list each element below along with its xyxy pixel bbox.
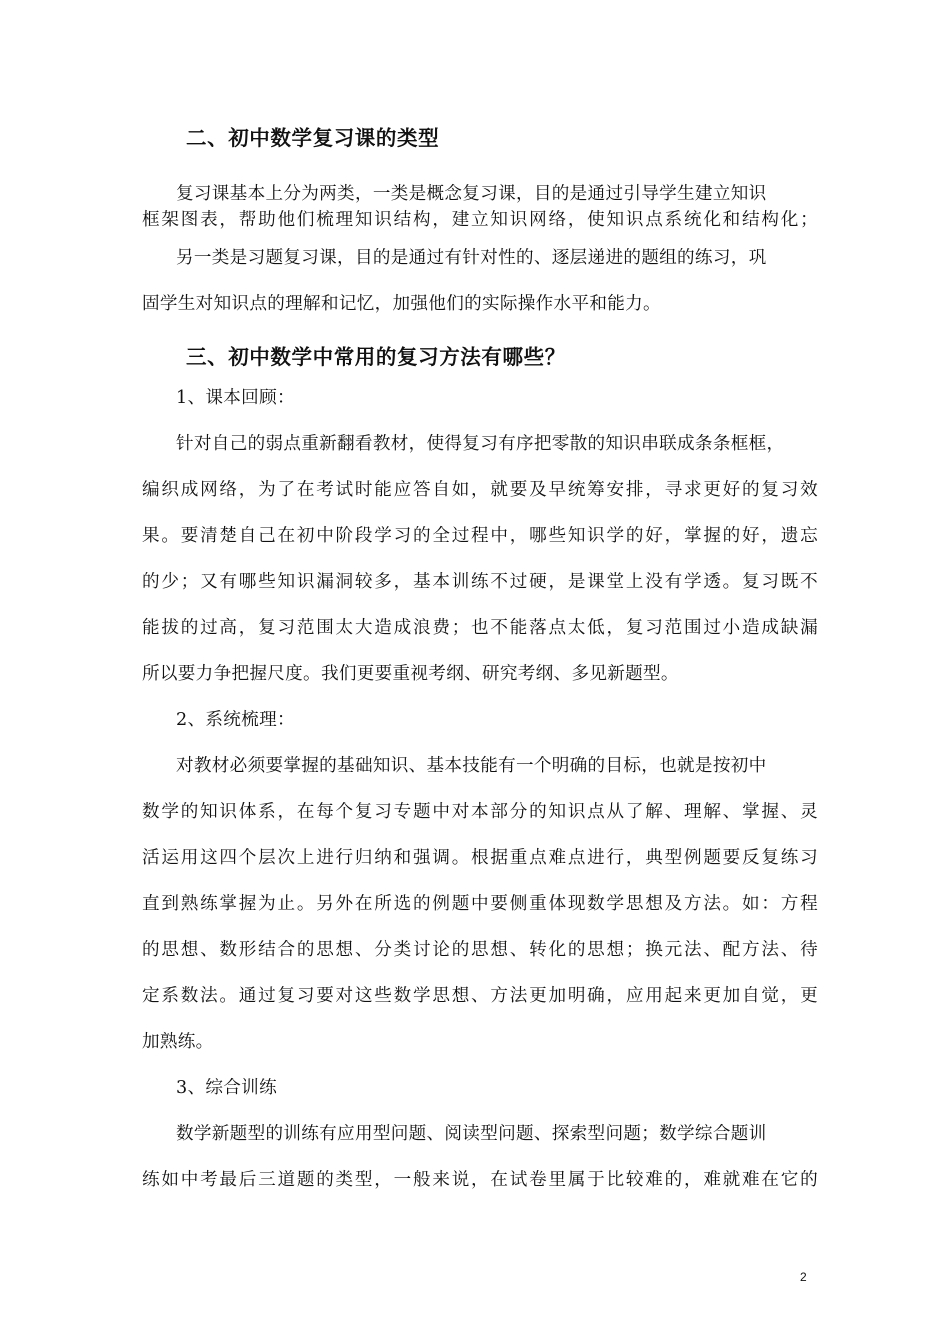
paragraph-line: 练如中考最后三道题的类型，一般来说，在试卷里属于比较难的，难就难在它的 (142, 1170, 818, 1190)
item-title-3: 3、综合训练 (176, 1078, 277, 1098)
item-title-2: 2、系统梳理： (176, 710, 295, 730)
paragraph-line: 定系数法。通过复习要对这些数学思想、方法更加明确，应用起来更加自觉，更 (142, 986, 818, 1006)
paragraph-line: 针对自己的弱点重新翻看教材，使得复习有序把零散的知识串联成条条框框， (176, 434, 785, 454)
section-heading-3: 三、初中数学中常用的复习方法有哪些？ (186, 345, 566, 369)
paragraph-line: 的少；又有哪些知识漏洞较多，基本训练不过硬，是课堂上没有学透。复习既不 (142, 572, 818, 592)
paragraph-line: 数学新题型的训练有应用型问题、阅读型问题、探索型问题；数学综合题训 (176, 1124, 767, 1144)
paragraph-line: 能拔的过高，复习范围太大造成浪费；也不能落点太低，复习范围过小造成缺漏 (142, 618, 818, 638)
paragraph-line: 所以要力争把握尺度。我们更要重视考纲、研究考纲、多见新题型。 (142, 664, 679, 684)
paragraph-line: 编织成网络，为了在考试时能应答自如，就要及早统筹安排，寻求更好的复习效 (142, 480, 818, 500)
paragraph-line: 固学生对知识点的理解和记忆，加强他们的实际操作水平和能力。 (142, 294, 661, 314)
paragraph-line: 加熟练。 (142, 1032, 214, 1052)
paragraph-line: 活运用这四个层次上进行归纳和强调。根据重点难点进行，典型例题要反复练习 (142, 848, 818, 868)
paragraph-line: 数学的知识体系，在每个复习专题中对本部分的知识点从了解、理解、掌握、灵 (142, 802, 818, 822)
section-heading-2: 二、初中数学复习课的类型 (186, 126, 440, 150)
paragraph-line: 果。要清楚自己在初中阶段学习的全过程中，哪些知识学的好，掌握的好，遗忘 (142, 526, 818, 546)
paragraph-line: 的思想、数形结合的思想、分类讨论的思想、转化的思想；换元法、配方法、待 (142, 940, 818, 960)
page-number: 2 (800, 1270, 807, 1284)
paragraph-line: 对教材必须要掌握的基础知识、基本技能有一个明确的目标，也就是按初中 (176, 756, 767, 776)
paragraph-line: 直到熟练掌握为止。另外在所选的例题中要侧重体现数学思想及方法。如：方程 (142, 894, 818, 914)
item-title-1: 1、课本回顾： (176, 388, 295, 408)
paragraph-line: 复习课基本上分为两类，一类是概念复习课，目的是通过引导学生建立知识 (176, 184, 767, 204)
paragraph-line: 另一类是习题复习课，目的是通过有针对性的、逐层递进的题组的练习，巩 (176, 248, 767, 268)
paragraph-line: 框架图表，帮助他们梳理知识结构，建立知识网络，使知识点系统化和结构化； (142, 210, 818, 230)
